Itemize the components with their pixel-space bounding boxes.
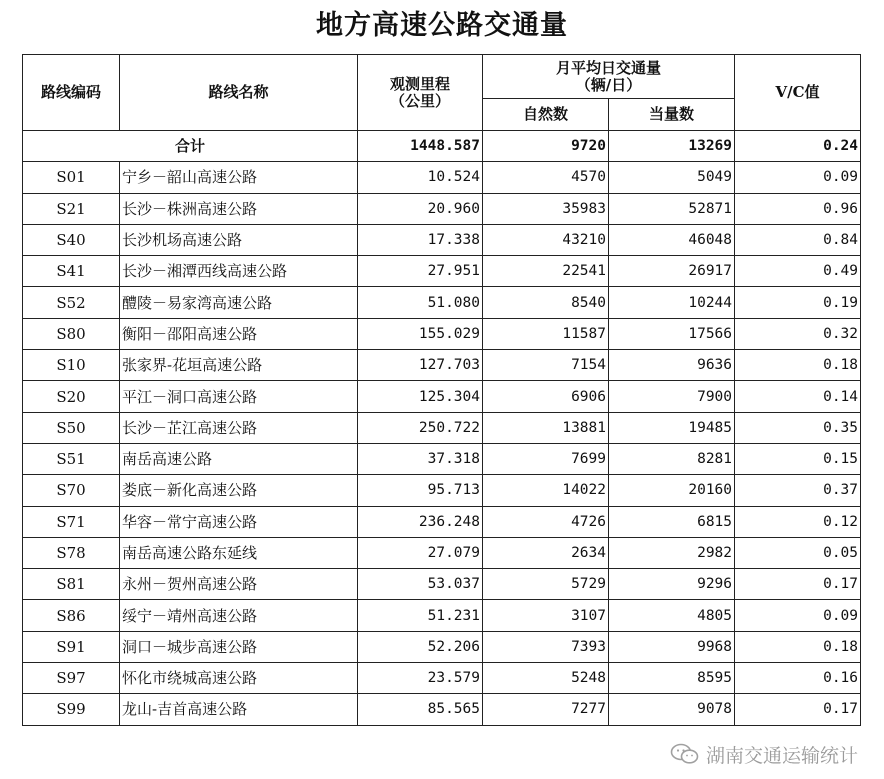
cell-route-code: S80 [23, 318, 120, 349]
cell-equivalent-count: 4805 [609, 600, 735, 631]
total-vc: 0.24 [735, 131, 861, 162]
cell-route-code: S99 [23, 694, 120, 725]
cell-equivalent-count: 10244 [609, 287, 735, 318]
header-mileage [358, 55, 483, 131]
cell-mileage: 125.304 [358, 381, 483, 412]
cell-route-name: 龙山-吉首高速公路 [120, 694, 358, 725]
cell-mileage: 20.960 [358, 193, 483, 224]
watermark-text: 湖南交通运输统计 [705, 744, 858, 767]
wechat-icon [670, 742, 700, 766]
cell-vc-ratio: 0.18 [735, 631, 861, 662]
cell-equivalent-count: 20160 [609, 475, 735, 506]
cell-natural-count: 7277 [483, 694, 609, 725]
cell-route-code: S20 [23, 381, 120, 412]
cell-natural-count: 4570 [483, 162, 609, 193]
cell-vc-ratio: 0.09 [735, 162, 861, 193]
total-row [23, 131, 861, 162]
cell-route-name: 醴陵－易家湾高速公路 [120, 287, 358, 318]
table-row [23, 475, 861, 506]
cell-route-name: 宁乡－韶山高速公路 [120, 162, 358, 193]
table-row [23, 193, 861, 224]
cell-mileage: 51.231 [358, 600, 483, 631]
cell-natural-count: 7393 [483, 631, 609, 662]
cell-natural-count: 7154 [483, 350, 609, 381]
cell-mileage: 17.338 [358, 224, 483, 255]
header-natural-count: 自然数 [483, 99, 609, 131]
cell-route-code: S21 [23, 193, 120, 224]
cell-equivalent-count: 26917 [609, 256, 735, 287]
cell-route-code: S78 [23, 537, 120, 568]
cell-route-code: S51 [23, 443, 120, 474]
cell-route-code: S40 [23, 224, 120, 255]
cell-mileage: 37.318 [358, 443, 483, 474]
cell-vc-ratio: 0.96 [735, 193, 861, 224]
cell-route-code: S41 [23, 256, 120, 287]
table-row [23, 569, 861, 600]
cell-vc-ratio: 0.35 [735, 412, 861, 443]
cell-equivalent-count: 8595 [609, 663, 735, 694]
cell-equivalent-count: 46048 [609, 224, 735, 255]
cell-vc-ratio: 0.15 [735, 443, 861, 474]
cell-equivalent-count: 9078 [609, 694, 735, 725]
cell-route-name: 南岳高速公路东延线 [120, 537, 358, 568]
cell-natural-count: 13881 [483, 412, 609, 443]
cell-vc-ratio: 0.16 [735, 663, 861, 694]
cell-equivalent-count: 2982 [609, 537, 735, 568]
cell-equivalent-count: 9636 [609, 350, 735, 381]
cell-vc-ratio: 0.17 [735, 569, 861, 600]
cell-mileage: 250.722 [358, 412, 483, 443]
cell-route-name: 永州－贺州高速公路 [120, 569, 358, 600]
header-mileage-line2: （公里） [389, 91, 450, 110]
cell-equivalent-count: 5049 [609, 162, 735, 193]
cell-mileage: 27.079 [358, 537, 483, 568]
cell-vc-ratio: 0.17 [735, 694, 861, 725]
cell-natural-count: 8540 [483, 287, 609, 318]
cell-route-name: 怀化市绕城高速公路 [120, 663, 358, 694]
cell-equivalent-count: 52871 [609, 193, 735, 224]
header-daily-traffic-line2: （辆/日） [575, 75, 642, 94]
cell-natural-count: 6906 [483, 381, 609, 412]
cell-natural-count: 14022 [483, 475, 609, 506]
cell-natural-count: 35983 [483, 193, 609, 224]
cell-vc-ratio: 0.12 [735, 506, 861, 537]
cell-natural-count: 4726 [483, 506, 609, 537]
table-row [23, 631, 861, 662]
table-row [23, 600, 861, 631]
table-row [23, 694, 861, 725]
cell-vc-ratio: 0.84 [735, 224, 861, 255]
table-row [23, 381, 861, 412]
table-row [23, 412, 861, 443]
table-row [23, 443, 861, 474]
cell-natural-count: 2634 [483, 537, 609, 568]
cell-natural-count: 11587 [483, 318, 609, 349]
cell-route-name: 南岳高速公路 [120, 443, 358, 474]
cell-vc-ratio: 0.09 [735, 600, 861, 631]
header-equivalent-count: 当量数 [609, 99, 735, 131]
cell-route-name: 洞口－城步高速公路 [120, 631, 358, 662]
cell-mileage: 23.579 [358, 663, 483, 694]
cell-mileage: 155.029 [358, 318, 483, 349]
cell-mileage: 95.713 [358, 475, 483, 506]
traffic-table [22, 54, 861, 726]
cell-vc-ratio: 0.14 [735, 381, 861, 412]
cell-natural-count: 5729 [483, 569, 609, 600]
cell-vc-ratio: 0.49 [735, 256, 861, 287]
cell-route-name: 娄底－新化高速公路 [120, 475, 358, 506]
cell-route-name: 长沙－湘潭西线高速公路 [120, 256, 358, 287]
table-row [23, 350, 861, 381]
cell-vc-ratio: 0.37 [735, 475, 861, 506]
table-row [23, 224, 861, 255]
cell-route-name: 华容－常宁高速公路 [120, 506, 358, 537]
cell-natural-count: 7699 [483, 443, 609, 474]
cell-equivalent-count: 6815 [609, 506, 735, 537]
cell-mileage: 51.080 [358, 287, 483, 318]
cell-mileage: 53.037 [358, 569, 483, 600]
table-row [23, 256, 861, 287]
table-row [23, 506, 861, 537]
total-equivalent: 13269 [609, 131, 735, 162]
header-route-code: 路线编码 [23, 55, 120, 131]
header-mileage-line1: 观测里程 [389, 74, 450, 93]
cell-vc-ratio: 0.32 [735, 318, 861, 349]
cell-route-name: 长沙－株洲高速公路 [120, 193, 358, 224]
cell-route-name: 平江－洞口高速公路 [120, 381, 358, 412]
cell-route-code: S50 [23, 412, 120, 443]
cell-route-code: S70 [23, 475, 120, 506]
header-route-name: 路线名称 [120, 55, 358, 131]
cell-route-name: 张家界-花垣高速公路 [120, 350, 358, 381]
cell-route-name: 长沙－芷江高速公路 [120, 412, 358, 443]
total-label: 合计 [23, 131, 358, 162]
header-daily-traffic-line1: 月平均日交通量 [556, 58, 662, 77]
table-row [23, 287, 861, 318]
cell-natural-count: 3107 [483, 600, 609, 631]
cell-route-code: S97 [23, 663, 120, 694]
cell-mileage: 85.565 [358, 694, 483, 725]
cell-equivalent-count: 8281 [609, 443, 735, 474]
table-row [23, 162, 861, 193]
cell-route-code: S71 [23, 506, 120, 537]
cell-route-code: S81 [23, 569, 120, 600]
total-natural: 9720 [483, 131, 609, 162]
cell-natural-count: 5248 [483, 663, 609, 694]
cell-equivalent-count: 7900 [609, 381, 735, 412]
cell-route-name: 衡阳－邵阳高速公路 [120, 318, 358, 349]
cell-route-name: 长沙机场高速公路 [120, 224, 358, 255]
cell-natural-count: 43210 [483, 224, 609, 255]
cell-route-code: S52 [23, 287, 120, 318]
cell-mileage: 27.951 [358, 256, 483, 287]
cell-mileage: 52.206 [358, 631, 483, 662]
cell-route-code: S91 [23, 631, 120, 662]
cell-vc-ratio: 0.18 [735, 350, 861, 381]
cell-equivalent-count: 9296 [609, 569, 735, 600]
cell-natural-count: 22541 [483, 256, 609, 287]
cell-equivalent-count: 19485 [609, 412, 735, 443]
cell-mileage: 10.524 [358, 162, 483, 193]
cell-route-name: 绥宁－靖州高速公路 [120, 600, 358, 631]
table-row [23, 663, 861, 694]
cell-route-code: S10 [23, 350, 120, 381]
table-row [23, 318, 861, 349]
cell-mileage: 236.248 [358, 506, 483, 537]
header-vc-ratio: V/C值 [735, 55, 861, 131]
table-row [23, 537, 861, 568]
cell-equivalent-count: 9968 [609, 631, 735, 662]
cell-equivalent-count: 17566 [609, 318, 735, 349]
header-daily-traffic [483, 55, 735, 99]
page-title: 地方高速公路交通量 [316, 10, 568, 41]
cell-mileage: 127.703 [358, 350, 483, 381]
cell-vc-ratio: 0.05 [735, 537, 861, 568]
cell-route-code: S01 [23, 162, 120, 193]
watermark [666, 739, 862, 769]
cell-vc-ratio: 0.19 [735, 287, 861, 318]
total-mileage: 1448.587 [358, 131, 483, 162]
cell-route-code: S86 [23, 600, 120, 631]
